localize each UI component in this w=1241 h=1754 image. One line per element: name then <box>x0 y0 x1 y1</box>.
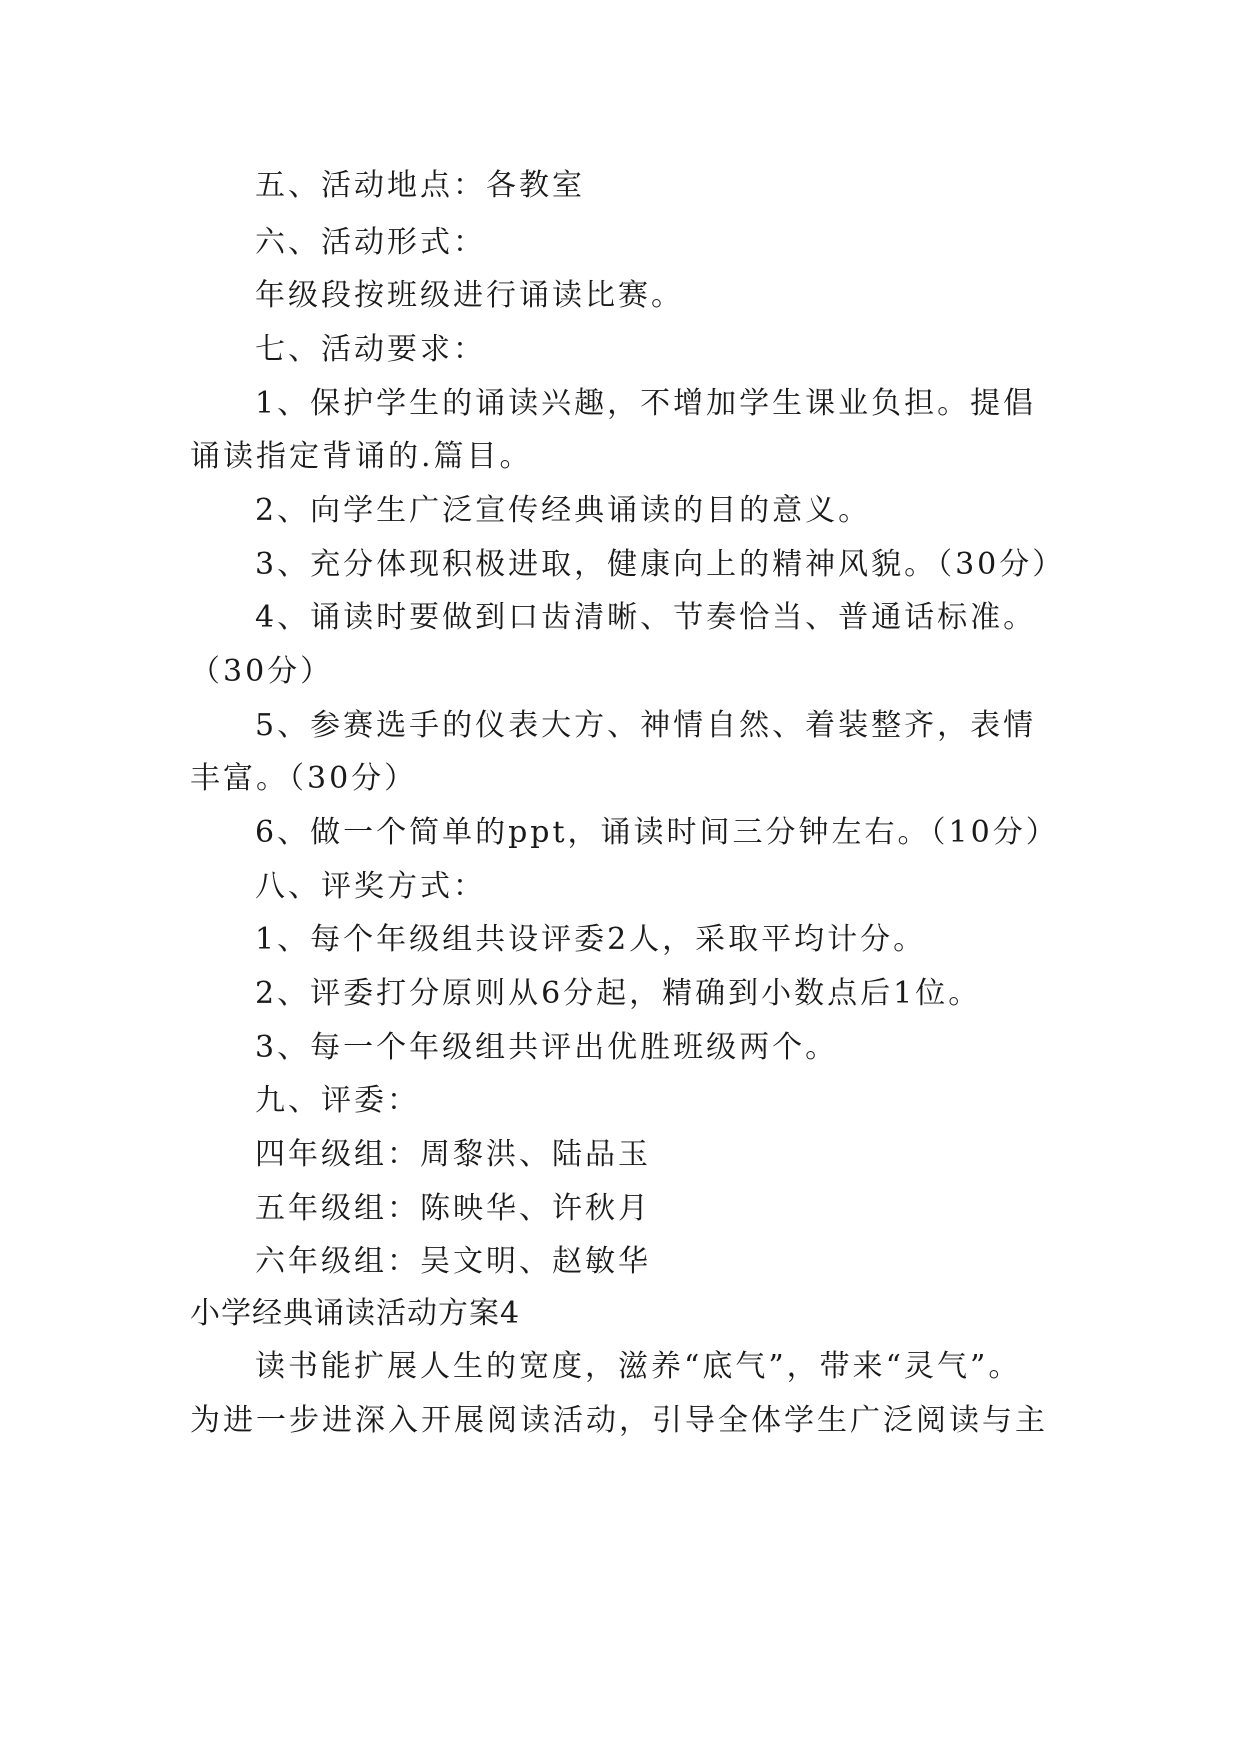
requirement-1-line-1: 1、保护学生的诵读兴趣，不增加学生课业负担。提倡 <box>255 386 1037 421</box>
requirement-2: 2、向学生广泛宣传经典诵读的目的意义。 <box>255 493 872 528</box>
plan-four-paragraph-line-1: 读书能扩展人生的宽度，滋养“底气”，带来“灵气”。 <box>255 1349 1022 1384</box>
section-six-form: 六、活动形式： <box>255 225 486 260</box>
requirement-6: 6、做一个简单的ppt，诵读时间三分钟左右。（10分） <box>255 815 1059 850</box>
judges-grade-five: 五年级组：陈映华、许秋月 <box>255 1191 651 1226</box>
section-seven-requirements: 七、活动要求： <box>255 332 486 367</box>
requirement-1-line-2: 诵读指定背诵的.篇目。 <box>190 439 533 474</box>
requirement-4-line-2: （30分） <box>190 654 334 689</box>
judges-grade-six: 六年级组：吴文明、赵敏华 <box>255 1244 651 1279</box>
judges-grade-four: 四年级组：周黎洪、陆品玉 <box>255 1137 651 1172</box>
award-rule-3: 3、每一个年级组共评出优胜班级两个。 <box>255 1030 839 1065</box>
requirement-5-line-2: 丰富。（30分） <box>190 761 418 796</box>
plan-four-paragraph-line-2: 为进一步进深入开展阅读活动，引导全体学生广泛阅读与主 <box>190 1403 1048 1438</box>
section-eight-awards: 八、评奖方式： <box>255 869 486 904</box>
section-nine-judges: 九、评委： <box>255 1083 420 1118</box>
requirement-4-line-1: 4、诵读时要做到口齿清晰、节奏恰当、普通话标准。 <box>255 600 1037 635</box>
award-rule-2: 2、评委打分原则从6分起，精确到小数点后1位。 <box>255 976 982 1011</box>
form-description: 年级段按班级进行诵读比赛。 <box>255 278 684 313</box>
requirement-5-line-1: 5、参赛选手的仪表大方、神情自然、着装整齐，表情 <box>255 708 1037 743</box>
requirement-3: 3、充分体现积极进取，健康向上的精神风貌。（30分） <box>255 547 1066 582</box>
section-five-location: 五、活动地点：各教室 <box>255 168 585 203</box>
plan-four-title: 小学经典诵读活动方案4 <box>190 1296 521 1331</box>
award-rule-1: 1、每个年级组共设评委2人，采取平均计分。 <box>255 922 927 957</box>
